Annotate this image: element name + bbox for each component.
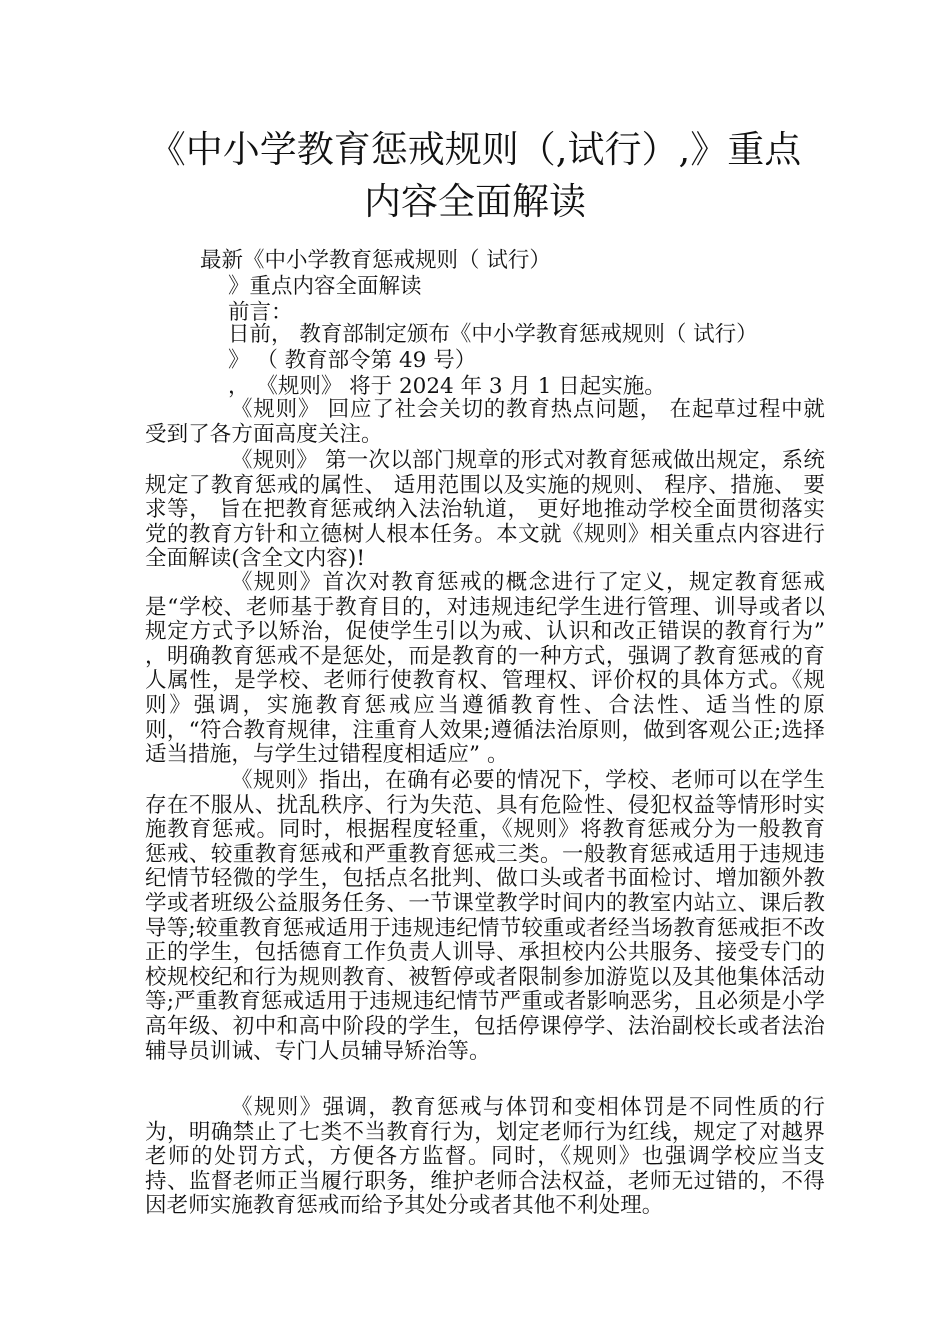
intro-line-1: 最新《中小学教育惩戒规则（ 试行） xyxy=(200,248,551,273)
paragraph-4: 《规则》指出，在确有必要的情况下，学校、老师可以在学生存在不服从、扰乱秩序、行为失范、具有危险性、侵犯权益等情形时实施教育惩戒。同时，根据程度轻重，《规则》将教育惩戒分为一般教育惩戒、较重教育惩戒和严重教育惩戒三类。一般教育惩戒适用于违规违纪情节轻微的学生，包括点名批判、做口头或者书面检讨、增加额外教学或者班级公益服务任务、一节课堂教学时间内的教室内站立、课后教导等;较重教育惩戒适用于违规违纪情节较重或者经当场教育惩戒拒不改正的学生，包括德育工作负责人训导、承担校内公共服务、接受专门的校规校纪和行为规则教育、被暂停或者限制参加游览以及其他集体活动等;严重教育惩戒适用于违规违纪情节严重或者影响恶劣，且必须是小学高年级、初中和高中阶段的学生，包括停课停学、法治副校长或者法治辅导员训诫、专门人员辅导矫治等。 xyxy=(145,768,825,1064)
document-title-line-2: 内容全面解读 xyxy=(364,180,586,223)
paragraph-1: 《规则》 回应了社会关切的教育热点问题， 在起草过程中就受到了各方面高度关注。 xyxy=(145,397,825,447)
paragraph-2: 《规则》 第一次以部门规章的形式对教育惩戒做出规定，系统规定了教育惩戒的属性、 适用范围以及实施的规则、 程序、措施、 要求等， 旨在把教育惩戒纳入法治轨道， 更好地推动学校全面贯彻落实党的教育方针和立德树人根本任务。本文就《规则》相关重点内容进行全面解读(含全文内容)! xyxy=(145,448,825,572)
intro-line-2: 》重点内容全面解读 xyxy=(228,274,422,299)
paragraph-3: 《规则》首次对教育惩戒的概念进行了定义，规定教育惩戒是“学校、老师基于教育目的，对违规违纪学生进行管理、训导或者以规定方式予以矫治，促使学生引以为戒、认识和改正错误的教育行为” ，明确教育惩戒不是惩处，而是教育的一种方式，强调了教育惩戒的育人属性，是学校、老师行使教育权、管理权、评价权的具体方式。《规则》强调，实施教育惩戒应当遵循教育性、合法性、适当性的原则，“符合教育规律，注重育人效果;遵循法治原则，做到客观公正;选择适当措施，与学生过错程度相适应” 。 xyxy=(145,570,825,768)
intro-line-6: ， 《规则》 将于 2024 年 3 月 1 日起实施。 xyxy=(228,374,666,399)
paragraph-5: 《规则》强调，教育惩戒与体罚和变相体罚是不同性质的行为，明确禁止了七类不当教育行为，划定老师行为红线，规定了对越界老师的处罚方式，方便各方监督。同时，《规则》也强调学校应当支持、监督老师正当履行职务，维护老师合法权益，老师无过错的，不得因老师实施教育惩戒而给予其处分或者其他不利处理。 xyxy=(145,1095,825,1219)
intro-line-preface: 前言： xyxy=(228,300,293,325)
document-title-line-1: 《中小学教育惩戒规则（,试行）,》重点 xyxy=(148,128,802,171)
intro-line-4: 日前， 教育部制定颁布《中小学教育惩戒规则（ 试行） xyxy=(228,322,758,347)
intro-line-5: 》 （ 教育部令第 49 号） xyxy=(228,348,477,373)
